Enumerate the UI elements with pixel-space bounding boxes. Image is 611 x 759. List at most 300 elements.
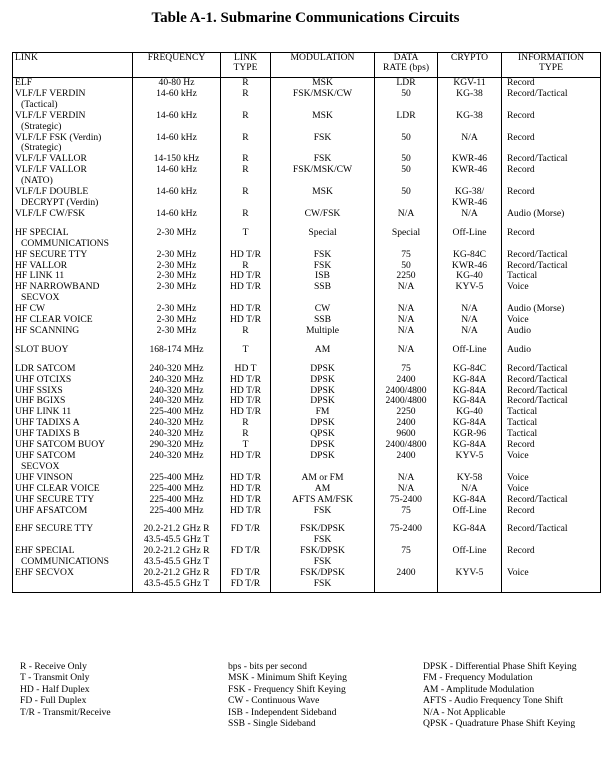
modulation-cell xyxy=(271,375,375,386)
information-type-cell-line: Record xyxy=(507,439,535,451)
modulation-cell xyxy=(271,187,375,209)
information-type-cell-line: Record/Tactical xyxy=(507,362,568,374)
information-type-cell xyxy=(502,209,601,220)
information-type-cell-line: Tactical xyxy=(507,406,538,418)
modulation-cell-line: FSK xyxy=(313,153,332,165)
modulation-cell xyxy=(271,495,375,506)
link-type-cell xyxy=(221,111,271,133)
link-cell-line: (NATO) xyxy=(21,175,53,187)
crypto-cell-line: KG-38/ xyxy=(454,186,485,198)
information-type-cell-line: Record/Tactical xyxy=(507,248,568,260)
frequency-cell-line: 43.5-45.5 GHz T xyxy=(143,556,210,568)
link-type-cell-line: R xyxy=(242,259,249,271)
crypto-cell-line: KG-84A xyxy=(452,395,487,407)
table-row xyxy=(13,282,601,304)
information-type-cell xyxy=(502,326,601,337)
data-rate-cell-line: N/A xyxy=(397,281,415,293)
link-cell xyxy=(13,524,133,546)
link-type-cell xyxy=(221,568,271,592)
crypto-cell-line: KYV-5 xyxy=(455,450,484,461)
modulation-cell-line: DPSK xyxy=(310,450,335,461)
crypto-cell xyxy=(438,484,502,495)
data-rate-cell-line: 2400 xyxy=(396,450,416,461)
link-type-cell xyxy=(221,187,271,209)
link-cell-line: HF CW xyxy=(15,303,46,315)
link-cell xyxy=(13,495,133,506)
data-rate-cell xyxy=(375,375,438,386)
link-cell xyxy=(13,345,133,356)
information-type-cell-line: Record xyxy=(507,109,535,121)
column-header: FREQUENCY xyxy=(133,53,221,78)
information-type-cell-line: Record/Tactical xyxy=(507,395,568,407)
data-rate-cell xyxy=(375,165,438,187)
data-rate-cell xyxy=(375,89,438,111)
frequency-cell-line: 225-400 MHz xyxy=(149,471,204,483)
legend-abbreviations-other xyxy=(423,661,577,729)
frequency-cell-line: 225-400 MHz xyxy=(149,482,204,494)
link-cell xyxy=(13,165,133,187)
link-cell xyxy=(13,187,133,209)
link-cell-line: COMMUNICATIONS xyxy=(21,556,109,568)
legend-item: MSK - Minimum Shift Keying xyxy=(228,672,347,684)
data-rate-cell xyxy=(375,506,438,517)
modulation-cell-line: CW/FSK xyxy=(304,207,341,219)
data-rate-cell-line: LDR xyxy=(396,77,416,88)
link-type-cell xyxy=(221,209,271,220)
data-rate-cell-line: 2400 xyxy=(396,373,416,385)
frequency-cell-line: 14-60 kHz xyxy=(156,131,197,143)
information-type-cell-line: Voice xyxy=(507,482,529,494)
link-type-cell xyxy=(221,484,271,495)
modulation-cell-line: FSK xyxy=(313,248,332,260)
link-type-cell xyxy=(221,133,271,155)
frequency-cell-line: 14-60 kHz xyxy=(156,87,197,99)
data-rate-cell-line: 50 xyxy=(401,259,411,271)
data-rate-cell-line: N/A xyxy=(397,471,415,483)
link-cell-line: UHF BGIXS xyxy=(15,395,66,407)
information-type-cell-line: Record/Tactical xyxy=(507,153,568,165)
modulation-cell-line: FSK xyxy=(313,259,332,271)
frequency-cell xyxy=(133,165,221,187)
modulation-cell-line: CW xyxy=(314,303,331,315)
link-type-cell xyxy=(221,228,271,250)
link-type-cell-line: FD T/R xyxy=(230,523,261,535)
page-title: Table A-1. Submarine Communications Circuits xyxy=(151,10,460,26)
link-type-cell xyxy=(221,89,271,111)
crypto-cell xyxy=(438,209,502,220)
crypto-cell xyxy=(438,111,502,133)
link-type-cell-line: HD T/R xyxy=(229,395,261,407)
crypto-cell-line: Off-Line xyxy=(452,343,487,355)
frequency-cell-line: 2-30 MHz xyxy=(156,303,197,315)
legend-item: FSK - Frequency Shift Keying xyxy=(228,683,346,695)
link-type-cell-line: R xyxy=(242,153,249,165)
data-rate-cell-line: 2400/4800 xyxy=(385,395,427,407)
information-type-cell-line: Audio xyxy=(507,343,531,355)
legend-item: HD - Half Duplex xyxy=(20,683,90,695)
frequency-cell-line: 225-400 MHz xyxy=(149,504,204,516)
link-type-cell-line: T xyxy=(242,439,249,451)
data-rate-cell-line: 50 xyxy=(401,131,411,143)
data-rate-cell xyxy=(375,209,438,220)
link-cell xyxy=(13,111,133,133)
link-cell-line: UHF TADIXS A xyxy=(15,417,80,429)
crypto-cell-line: KWR-46 xyxy=(451,153,488,165)
modulation-cell-line: AM or FM xyxy=(301,471,344,483)
modulation-cell xyxy=(271,326,375,337)
link-type-cell-line: HD T/R xyxy=(229,373,261,385)
information-type-cell xyxy=(502,133,601,155)
modulation-cell-line: ISB xyxy=(315,270,330,282)
link-cell xyxy=(13,375,133,386)
table-row xyxy=(13,250,601,261)
information-type-cell-line: Record xyxy=(507,164,535,176)
link-cell xyxy=(13,250,133,261)
link-type-cell-line: R xyxy=(242,428,249,440)
data-rate-cell-line: 2400 xyxy=(396,567,416,579)
data-rate-cell-line: N/A xyxy=(397,343,415,355)
crypto-cell-line: KGR-96 xyxy=(452,428,487,440)
table-row xyxy=(13,345,601,356)
link-type-cell-line: T xyxy=(242,226,249,238)
frequency-cell-line: 2-30 MHz xyxy=(156,248,197,260)
frequency-cell-line: 2-30 MHz xyxy=(156,314,197,326)
link-cell-line: VLF/LF VALLOR xyxy=(15,164,87,176)
frequency-cell-line: 240-320 MHz xyxy=(149,362,204,374)
data-rate-cell-line: 2400/4800 xyxy=(385,439,427,451)
frequency-cell-line: 240-320 MHz xyxy=(149,450,204,461)
modulation-cell xyxy=(271,89,375,111)
data-rate-cell-line: N/A xyxy=(397,207,415,219)
link-cell-line: UHF SATCOM BUOY xyxy=(15,439,106,451)
legend-item: T - Transmit Only xyxy=(20,672,90,684)
link-type-cell-line: HD T/R xyxy=(229,281,261,293)
link-type-cell-line: R xyxy=(242,417,249,429)
information-type-cell-line: Record/Tactical xyxy=(507,87,568,99)
information-type-cell xyxy=(502,524,601,546)
modulation-cell-line: DPSK xyxy=(310,395,335,407)
link-cell-line: COMMUNICATIONS xyxy=(21,237,109,249)
crypto-cell-line: KG-84A xyxy=(452,417,487,429)
crypto-cell-line: KWR-46 xyxy=(451,196,488,208)
information-type-cell xyxy=(502,228,601,250)
information-type-cell-line: Audio (Morse) xyxy=(507,207,565,219)
modulation-cell-line: Special xyxy=(308,226,337,238)
frequency-cell-line: 225-400 MHz xyxy=(149,493,204,505)
column-header: LINK xyxy=(13,53,133,78)
crypto-cell-line: Off-Line xyxy=(452,504,487,516)
information-type-cell-line: Voice xyxy=(507,314,529,326)
data-rate-cell xyxy=(375,451,438,473)
crypto-cell-line: KG-84A xyxy=(452,493,487,505)
data-rate-cell xyxy=(375,484,438,495)
data-rate-cell-line: 75 xyxy=(401,545,411,557)
modulation-cell-line: FSK xyxy=(313,504,332,516)
link-type-cell-line: R xyxy=(242,324,249,336)
modulation-cell-line: FSK xyxy=(313,534,332,546)
information-type-cell-line: Voice xyxy=(507,567,529,579)
crypto-cell xyxy=(438,568,502,592)
data-rate-cell-line: 2400 xyxy=(396,417,416,429)
link-type-cell-line: HD T/R xyxy=(229,384,261,396)
link-cell-line: VLF/LF VERDIN xyxy=(15,87,86,99)
modulation-cell-line: Multiple xyxy=(305,324,340,336)
link-cell-line: VLF/LF FSK (Verdin) xyxy=(15,131,102,143)
modulation-cell xyxy=(271,546,375,568)
link-type-cell-line: HD T/R xyxy=(229,406,261,418)
frequency-cell-line: 2-30 MHz xyxy=(156,226,197,238)
link-type-cell-line: HD T/R xyxy=(229,248,261,260)
modulation-cell-line: FSK xyxy=(313,131,332,143)
data-rate-cell-line: 75-2400 xyxy=(390,493,422,505)
table-row xyxy=(13,375,601,386)
link-cell-line: UHF TADIXS B xyxy=(15,428,80,440)
information-type-cell-line: Tactical xyxy=(507,417,538,429)
information-type-cell xyxy=(502,89,601,111)
legend-item: ISB - Independent Sideband xyxy=(228,706,337,718)
link-type-cell xyxy=(221,345,271,356)
modulation-cell xyxy=(271,451,375,473)
modulation-cell-line: MSK xyxy=(312,109,333,121)
link-cell-line: UHF OTCIXS xyxy=(15,373,72,385)
table-row xyxy=(13,209,601,220)
crypto-cell-line: N/A xyxy=(461,131,478,143)
link-type-cell xyxy=(221,326,271,337)
crypto-cell xyxy=(438,250,502,261)
link-cell-line: UHF SATCOM xyxy=(15,450,76,461)
crypto-cell xyxy=(438,228,502,250)
column-header: CRYPTO xyxy=(438,53,502,78)
link-cell-line: EHF SPECIAL xyxy=(15,545,75,557)
column-header: MODULATION xyxy=(271,53,375,78)
crypto-cell-line: KYV-5 xyxy=(455,567,484,579)
frequency-cell-line: 20.2-21.2 GHz R xyxy=(143,545,210,557)
link-type-cell-line: R xyxy=(242,77,249,88)
table-row xyxy=(13,165,601,187)
frequency-cell xyxy=(133,250,221,261)
crypto-cell xyxy=(438,345,502,356)
legend-item: SSB - Single Sideband xyxy=(228,718,316,730)
modulation-cell-line: FSK/MSK/CW xyxy=(292,164,353,176)
legend-item: N/A - Not Applicable xyxy=(423,706,506,718)
table-row xyxy=(13,524,601,546)
frequency-cell-line: 14-60 kHz xyxy=(156,186,197,198)
crypto-cell-line: N/A xyxy=(461,303,478,315)
frequency-cell xyxy=(133,209,221,220)
frequency-cell xyxy=(133,568,221,592)
link-cell-line: EHF SECURE TTY xyxy=(15,523,94,535)
data-rate-cell xyxy=(375,282,438,304)
modulation-cell xyxy=(271,506,375,517)
link-cell-line: (Tactical) xyxy=(21,98,58,110)
crypto-cell-line: KG-84C xyxy=(452,362,487,374)
modulation-cell-line: DPSK xyxy=(310,373,335,385)
legend-item: T/R - Transmit/Receive xyxy=(20,706,111,718)
link-type-cell-line: R xyxy=(242,109,249,121)
information-type-cell-line: Record/Tactical xyxy=(507,523,568,535)
modulation-cell xyxy=(271,484,375,495)
crypto-cell-line: Off-Line xyxy=(452,226,487,238)
modulation-cell xyxy=(271,282,375,304)
link-cell-line: ELF xyxy=(15,77,33,88)
modulation-cell-line: AM xyxy=(314,343,331,355)
data-rate-cell-line: N/A xyxy=(397,324,415,336)
crypto-cell-line: N/A xyxy=(461,482,478,494)
link-cell xyxy=(13,506,133,517)
modulation-cell-line: FSK/DPSK xyxy=(300,523,345,535)
modulation-cell-line: DPSK xyxy=(310,362,335,374)
table-row xyxy=(13,546,601,568)
legend-item: bps - bits per second xyxy=(228,661,307,672)
link-cell xyxy=(13,568,133,592)
legend-item: FM - Frequency Modulation xyxy=(423,672,533,684)
link-type-cell-line: HD T xyxy=(234,362,257,374)
table-row xyxy=(13,187,601,209)
table-row xyxy=(13,89,601,111)
link-cell-line: VLF/LF VERDIN xyxy=(15,109,86,121)
crypto-cell-line: N/A xyxy=(461,207,478,219)
frequency-cell-line: 20.2-21.2 GHz R xyxy=(143,567,210,579)
link-type-cell-line: HD T/R xyxy=(229,471,261,483)
link-cell-line: HF NARROWBAND xyxy=(15,281,100,293)
frequency-cell xyxy=(133,133,221,155)
information-type-cell xyxy=(502,187,601,209)
link-type-cell-line: FD T/R xyxy=(230,545,261,557)
frequency-cell xyxy=(133,89,221,111)
frequency-cell-line: 240-320 MHz xyxy=(149,395,204,407)
frequency-cell xyxy=(133,506,221,517)
information-type-cell-line: Voice xyxy=(507,471,529,483)
frequency-cell-line: 43.5-45.5 GHz T xyxy=(143,534,210,546)
information-type-cell xyxy=(502,495,601,506)
crypto-cell-line: KG-84A xyxy=(452,439,487,451)
link-type-cell-line: HD T/R xyxy=(229,303,261,315)
data-rate-cell-line: 50 xyxy=(401,164,411,176)
modulation-cell-line: AM xyxy=(314,482,331,494)
data-rate-cell-line: LDR xyxy=(396,109,416,121)
frequency-cell-line: 20.2-21.2 GHz R xyxy=(143,523,210,535)
link-type-cell xyxy=(221,495,271,506)
frequency-cell-line: 14-60 kHz xyxy=(156,109,197,121)
data-rate-cell-line: 75 xyxy=(401,248,411,260)
link-cell xyxy=(13,209,133,220)
crypto-cell-line: KG-84A xyxy=(452,523,487,535)
information-type-cell-line: Record/Tactical xyxy=(507,259,568,271)
data-rate-cell xyxy=(375,495,438,506)
link-type-cell xyxy=(221,506,271,517)
table-row xyxy=(13,111,601,133)
frequency-cell-line: 40-80 Hz xyxy=(158,77,195,88)
legend-item: FD - Full Duplex xyxy=(20,695,87,707)
data-rate-cell xyxy=(375,111,438,133)
data-rate-cell-line: 50 xyxy=(401,186,411,198)
link-cell-line: (Strategic) xyxy=(21,142,62,154)
table-row xyxy=(13,326,601,337)
data-rate-cell-line: 2400/4800 xyxy=(385,384,427,396)
modulation-cell-line: FSK xyxy=(313,577,332,589)
data-rate-cell-line: 50 xyxy=(401,153,411,165)
circuits-table xyxy=(12,52,601,593)
crypto-cell xyxy=(438,133,502,155)
modulation-cell-line: MSK xyxy=(312,186,333,198)
link-cell-line: HF SECURE TTY xyxy=(15,248,88,260)
crypto-cell-line: KG-40 xyxy=(456,270,483,282)
link-cell xyxy=(13,228,133,250)
link-cell-line: DECRYPT (Verdin) xyxy=(21,196,99,208)
link-cell-line: UHF SECURE TTY xyxy=(15,493,95,505)
link-cell-line: LDR SATCOM xyxy=(15,362,76,374)
data-rate-cell-line: 2250 xyxy=(396,270,416,282)
link-cell xyxy=(13,484,133,495)
information-type-cell-line: Record/Tactical xyxy=(507,384,568,396)
frequency-cell xyxy=(133,228,221,250)
modulation-cell xyxy=(271,524,375,546)
table-row xyxy=(13,495,601,506)
frequency-cell-line: 2-30 MHz xyxy=(156,270,197,282)
crypto-cell-line: KG-38 xyxy=(456,87,483,99)
link-type-cell-line: R xyxy=(242,87,249,99)
frequency-cell-line: 2-30 MHz xyxy=(156,259,197,271)
link-type-cell xyxy=(221,451,271,473)
crypto-cell-line: KWR-46 xyxy=(451,259,488,271)
legend-item: AM - Amplitude Modulation xyxy=(423,683,535,695)
header-row xyxy=(13,53,601,78)
link-cell-line: UHF CLEAR VOICE xyxy=(15,482,100,494)
link-cell-line: HF CLEAR VOICE xyxy=(15,314,93,326)
link-cell xyxy=(13,326,133,337)
link-type-cell xyxy=(221,524,271,546)
crypto-cell xyxy=(438,546,502,568)
modulation-cell xyxy=(271,568,375,592)
data-rate-cell xyxy=(375,133,438,155)
information-type-cell xyxy=(502,484,601,495)
information-type-cell-line: Audio (Morse) xyxy=(507,303,565,315)
link-cell-line: (Strategic) xyxy=(21,120,62,132)
data-rate-cell-line: 50 xyxy=(401,87,411,99)
crypto-cell-line: Off-Line xyxy=(452,545,487,557)
crypto-cell xyxy=(438,524,502,546)
link-cell-line: HF SPECIAL xyxy=(15,226,69,238)
crypto-cell xyxy=(438,187,502,209)
information-type-cell xyxy=(502,375,601,386)
frequency-cell xyxy=(133,484,221,495)
link-type-cell-line: HD T/R xyxy=(229,504,261,516)
table-row xyxy=(13,568,601,592)
modulation-cell xyxy=(271,250,375,261)
table-row xyxy=(13,228,601,250)
modulation-cell-line: FSK/MSK/CW xyxy=(292,87,353,99)
information-type-cell-line: Record xyxy=(507,131,535,143)
crypto-cell xyxy=(438,326,502,337)
modulation-cell-line: FSK/DPSK xyxy=(300,545,345,557)
link-cell xyxy=(13,546,133,568)
frequency-cell xyxy=(133,524,221,546)
information-type-cell-line: Record xyxy=(507,226,535,238)
crypto-cell-line: KYV-5 xyxy=(455,281,484,293)
modulation-cell xyxy=(271,165,375,187)
modulation-cell-line: QPSK xyxy=(310,428,335,440)
information-type-cell-line: Record xyxy=(507,186,535,198)
legend-item: R - Receive Only xyxy=(20,661,87,672)
crypto-cell-line: KG-40 xyxy=(456,406,483,418)
link-cell-line: EHF SECVOX xyxy=(15,567,74,579)
link-type-cell-line: R xyxy=(242,207,249,219)
frequency-cell-line: 14-60 kHz xyxy=(156,164,197,176)
crypto-cell xyxy=(438,506,502,517)
data-rate-cell-line: 75 xyxy=(401,504,411,516)
crypto-cell-line: KG-84A xyxy=(452,373,487,385)
data-rate-cell xyxy=(375,546,438,568)
